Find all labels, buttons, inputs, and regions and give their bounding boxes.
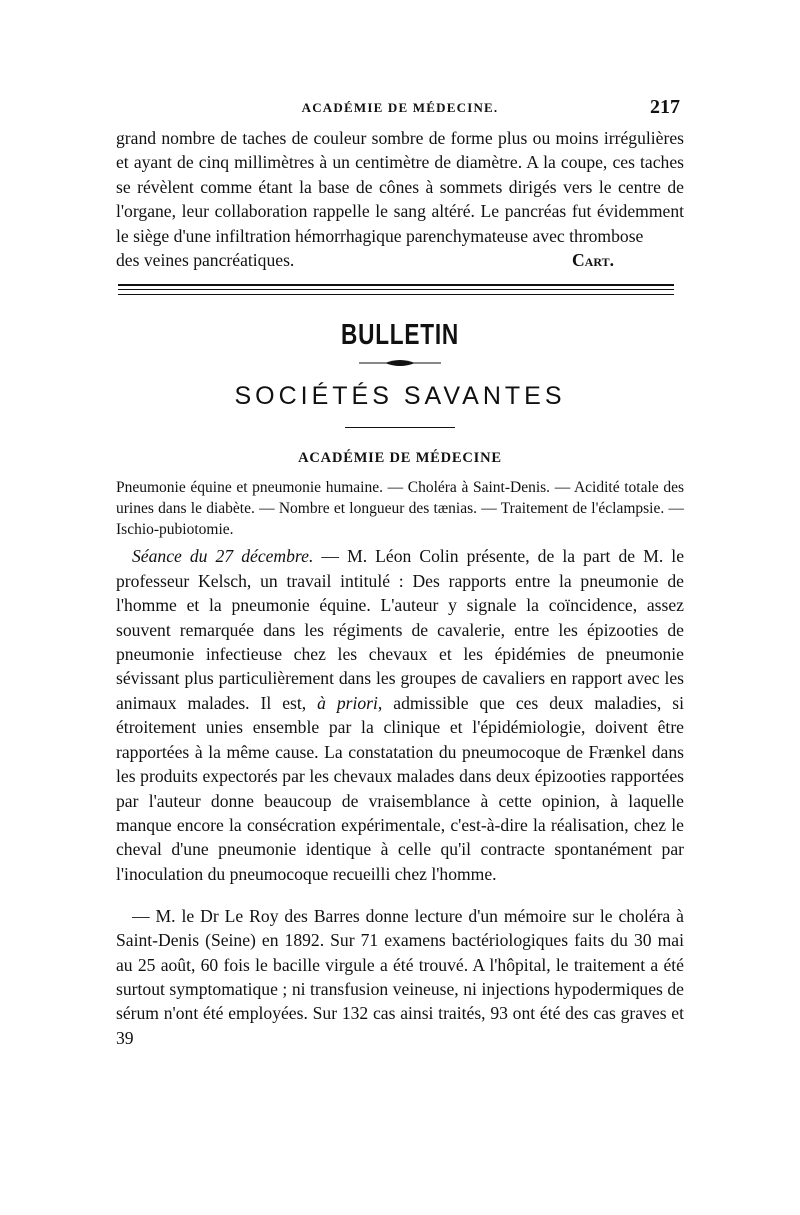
continuation-text: grand nombre de taches de couleur sombre de forme plus ou moins irrégulières et ayant de cinq millimètres à un centimètre de diamètre. A la coupe, ces taches se révèlent comme étant la base de cônes à sommets dirigés vers le centre de l'organe, leur collaboration rappelle le sang altéré. Le pancréas fut évidemment le siège d'une infiltration hémorrhagique parenchymateuse avec thrombose xyxy=(116,128,684,246)
page-number: 217 xyxy=(650,96,680,118)
report-rest: , admissible que ces deux maladies, si étroitement unies ensemble par la clinique et l'épidémiologie, doivent être rapportées à la même cause. La constatation du pneumocoque de Frænkel dans les produits expectorés par les chevaux malades dans deux épizooties rapportées par l'auteur donne beaucoup de vraisemblance à cette opinion, à laquelle manque encore la consécration expérimentale, c'est-à-dire la réalisation, chez le cheval d'une pneumonie identique à celle qu'il contracte spontanément par l'inoculation du pneumocoque recueilli chez l'homme. xyxy=(116,692,684,884)
signature-line xyxy=(116,248,684,272)
report-paragraph-1 xyxy=(116,544,684,886)
academy-heading: ACADÉMIE DE MÉDECINE xyxy=(298,450,502,467)
continuation-paragraph xyxy=(116,126,684,272)
session-summary: Pneumonie équine et pneumonie humaine. — Choléra à Saint-Denis. — Acidité totale des urines dans le diabète. — Nombre et longueur des tænias. — Traitement de l'éclampsie. — Ischio-pubiotomie. xyxy=(116,479,684,539)
double-rule xyxy=(118,284,674,290)
a-priori-term: à priori xyxy=(317,692,378,713)
bulletin-title: BULLETIN xyxy=(340,319,460,352)
section-title: SOCIÉTÉS SAVANTES xyxy=(234,382,566,411)
thin-rule xyxy=(118,294,674,295)
author-signature: Cart. xyxy=(571,250,614,271)
ornament-divider-icon xyxy=(355,358,445,368)
running-title: ACADÉMIE DE MÉDECINE. xyxy=(301,100,499,115)
continuation-last-line: des veines pancréatiques. xyxy=(116,250,295,271)
book-page xyxy=(116,96,684,1050)
short-rule xyxy=(345,427,455,428)
session-label: Séance du 27 décembre. xyxy=(132,546,314,567)
running-head xyxy=(116,96,684,126)
report-paragraph-2: — M. le Dr Le Roy des Barres donne lecture d'un mémoire sur le choléra à Saint-Denis (Seine) en 1892. Sur 71 examens bactériologiques faits du 30 mai au 25 août, 60 fois le bacille virgule a été trouvé. A l'hôpital, le traitement a été surtout symptomatique ; ni transfusion veineuse, ni injections hypodermiques de sérum n'ont été employées. Sur 132 cas ainsi traités, 93 ont été des cas graves et 39 xyxy=(116,905,684,1048)
report-intro: — M. Léon Colin présente, de la part de M. le professeur Kelsch, un travail intitulé : Des rapports entre la pneumonie de l'homme et la pneumonie équine. L'auteur y signale la coïncidence, assez souvent remarquée dans les régiments de cavalerie, entre les épizooties de pneumonie infectieuse chez les chevaux et les épidémies de pneumonie sévissant plus particulièrement dans les groupes de cavaliers en rapport avec les animaux malades. Il est, xyxy=(116,546,684,713)
